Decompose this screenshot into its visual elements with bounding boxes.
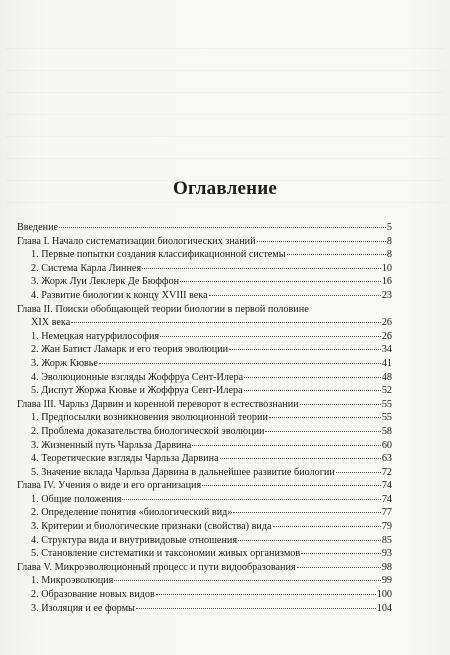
page-title: Оглавление: [172, 178, 278, 199]
dot-leader: [71, 322, 381, 323]
toc-section-entry[interactable]: [17, 602, 392, 616]
toc-entry-title: 2. Образование новых видов: [31, 589, 155, 601]
dot-leader: [287, 254, 386, 255]
toc-entry-title: Введение: [17, 222, 59, 233]
toc-section-entry[interactable]: [17, 384, 392, 398]
toc-entry-title: 5. Диспут Жоржа Кювье и Жоффруа Сент-Илера: [31, 385, 243, 397]
toc-entry-title: 3. Жорж Луи Леклерк Де Бюффон: [31, 276, 180, 288]
toc-page-number: 26: [381, 317, 392, 329]
toc-section-entry[interactable]: [17, 534, 392, 548]
toc-entry-title: XIX века: [31, 317, 71, 329]
toc-page-number: 10: [381, 262, 392, 274]
dot-leader: [136, 608, 376, 609]
toc-page-number: 26: [381, 330, 392, 342]
toc-section-entry[interactable]: [17, 262, 392, 276]
toc-section-entry[interactable]: [17, 248, 392, 262]
dot-leader: [265, 431, 380, 432]
dot-leader: [297, 567, 381, 568]
dot-leader: [114, 580, 380, 581]
dot-leader: [336, 472, 381, 473]
toc-entry-title: 1. Первые попытки создания классификационной системы: [31, 249, 286, 261]
toc-entry-title: 2. Определение понятия «биологический вид»: [31, 507, 233, 519]
toc-section-entry[interactable]: [17, 452, 392, 466]
toc-section-entry[interactable]: [17, 343, 392, 357]
toc-chapter-entry[interactable]: [17, 398, 392, 412]
toc-page-number: 60: [381, 439, 392, 451]
toc-page-number: 16: [381, 276, 392, 288]
toc-entry-title: 3. Жизненный путь Чарльза Дарвина: [31, 439, 192, 451]
toc-section-entry[interactable]: [17, 439, 392, 453]
toc-page-number: 85: [381, 534, 392, 546]
toc-section-entry[interactable]: [17, 316, 392, 330]
dot-leader: [59, 227, 386, 228]
toc-chapter-entry[interactable]: [17, 235, 392, 249]
toc-page-number: 77: [381, 507, 392, 519]
toc-section-entry[interactable]: [17, 371, 392, 385]
dot-leader: [122, 499, 380, 500]
toc-page-number: 100: [376, 589, 392, 601]
toc-entry-title: 4. Структура вида и внутривидовые отношения: [31, 534, 238, 546]
toc-page-number: 74: [381, 480, 392, 492]
toc-entry-title: Глава I. Начало систематизации биологических знаний: [17, 235, 256, 247]
toc-chapter-entry[interactable]: [17, 561, 392, 575]
toc-entry-title: 2. Проблема доказательства биологической эволюции: [31, 425, 265, 437]
toc-section-entry[interactable]: [17, 547, 392, 561]
toc-page-number: 104: [376, 602, 392, 614]
toc-entry-title: 4. Теоретические взгляды Чарльза Дарвина: [31, 453, 219, 465]
toc-entry-title: Глава III. Чарльз Дарвин и коренной переворот в естествознании: [17, 398, 299, 410]
toc-page-number: 55: [381, 412, 392, 424]
toc-page-number: 98: [381, 561, 392, 573]
dot-leader: [300, 404, 381, 405]
toc-entry-title: 1. Предпосылки возникновения эволюционной теории: [31, 412, 268, 424]
toc-entry-title: 1. Общие положения: [31, 493, 122, 505]
toc-page-number: 34: [381, 344, 392, 356]
toc-chapter-entry[interactable]: [17, 221, 392, 235]
toc-section-entry[interactable]: [17, 520, 392, 534]
toc-page-number: 52: [381, 385, 392, 397]
toc-page-number: 72: [381, 466, 392, 478]
toc-entry-title: Глава V. Микроэволюционный процесс и пути видообразования: [17, 561, 296, 573]
toc-chapter-title-line: [17, 303, 392, 317]
dot-leader: [180, 281, 381, 282]
dot-leader: [273, 526, 381, 527]
toc-entry-title: 4. Эволюционные взгляды Жоффруа Сент-Илера: [31, 371, 244, 383]
toc-page-number: 8: [386, 249, 392, 261]
toc-page-number: 93: [381, 548, 392, 560]
dot-leader: [257, 241, 386, 242]
dot-leader: [238, 540, 381, 541]
toc-section-entry[interactable]: [17, 466, 392, 480]
toc-entry-title: 5. Значение вклада Чарльза Дарвина в дальнейшее развитие биологии: [31, 466, 335, 478]
dot-leader: [301, 553, 381, 554]
toc-page-number: 79: [381, 521, 392, 533]
dot-leader: [142, 268, 381, 269]
toc-entry-title: 1. Микроэволюция: [31, 575, 114, 587]
dot-leader: [209, 295, 381, 296]
toc-entry-title: 3. Жорж Кювье: [31, 357, 98, 369]
dot-leader: [244, 390, 381, 391]
toc-page-number: 74: [381, 493, 392, 505]
toc-entry-title: Глава II. Поиски обобщающей теории биологии в первой половине: [17, 303, 309, 315]
toc-page-number: 63: [381, 453, 392, 465]
dot-leader: [229, 349, 381, 350]
toc-section-entry[interactable]: [17, 411, 392, 425]
toc-page-number: 58: [381, 425, 392, 437]
toc-section-entry[interactable]: [17, 506, 392, 520]
toc-entry-title: 5. Становление систематики и таксономии живых организмов: [31, 548, 301, 560]
toc-section-entry[interactable]: [17, 493, 392, 507]
dot-leader: [269, 417, 381, 418]
dot-leader: [160, 336, 381, 337]
toc-page-number: 5: [386, 222, 392, 233]
dot-leader: [156, 594, 376, 595]
toc-section-entry[interactable]: [17, 425, 392, 439]
table-of-contents: [17, 221, 392, 615]
toc-section-entry[interactable]: [17, 275, 392, 289]
dot-leader: [99, 363, 381, 364]
toc-section-entry[interactable]: [17, 588, 392, 602]
toc-page-number: 48: [381, 371, 392, 383]
toc-entry-title: 4. Развитие биологии к концу XVIII века: [31, 289, 208, 301]
dot-leader: [233, 512, 380, 513]
toc-page-number: 23: [381, 289, 392, 301]
toc-entry-title: 1. Немецкая натурфилософия: [31, 330, 160, 342]
toc-entry-title: 2. Жан Батист Ламарк и его теория эволюции: [31, 344, 229, 356]
toc-section-entry[interactable]: [17, 330, 392, 344]
toc-section-entry[interactable]: [17, 357, 392, 371]
toc-section-entry[interactable]: [17, 289, 392, 303]
dot-leader: [202, 485, 381, 486]
toc-page-number: 99: [381, 575, 392, 587]
toc-page-number: 55: [381, 398, 392, 410]
toc-entry-title: Глава IV. Учения о виде и его организация: [17, 480, 202, 492]
toc-entry-title: 3. Изоляция и ее формы: [31, 602, 135, 614]
toc-chapter-entry[interactable]: [17, 479, 392, 493]
toc-section-entry[interactable]: [17, 574, 392, 588]
toc-entry-title: 3. Критерии и биологические признаки (свойства) вида: [31, 521, 272, 533]
dot-leader: [192, 445, 380, 446]
toc-page-number: 8: [386, 235, 392, 247]
dot-leader: [220, 458, 381, 459]
toc-page-number: 41: [381, 357, 392, 369]
toc-entry-title: 2. Система Карла Линнея: [31, 262, 142, 274]
dot-leader: [244, 377, 381, 378]
